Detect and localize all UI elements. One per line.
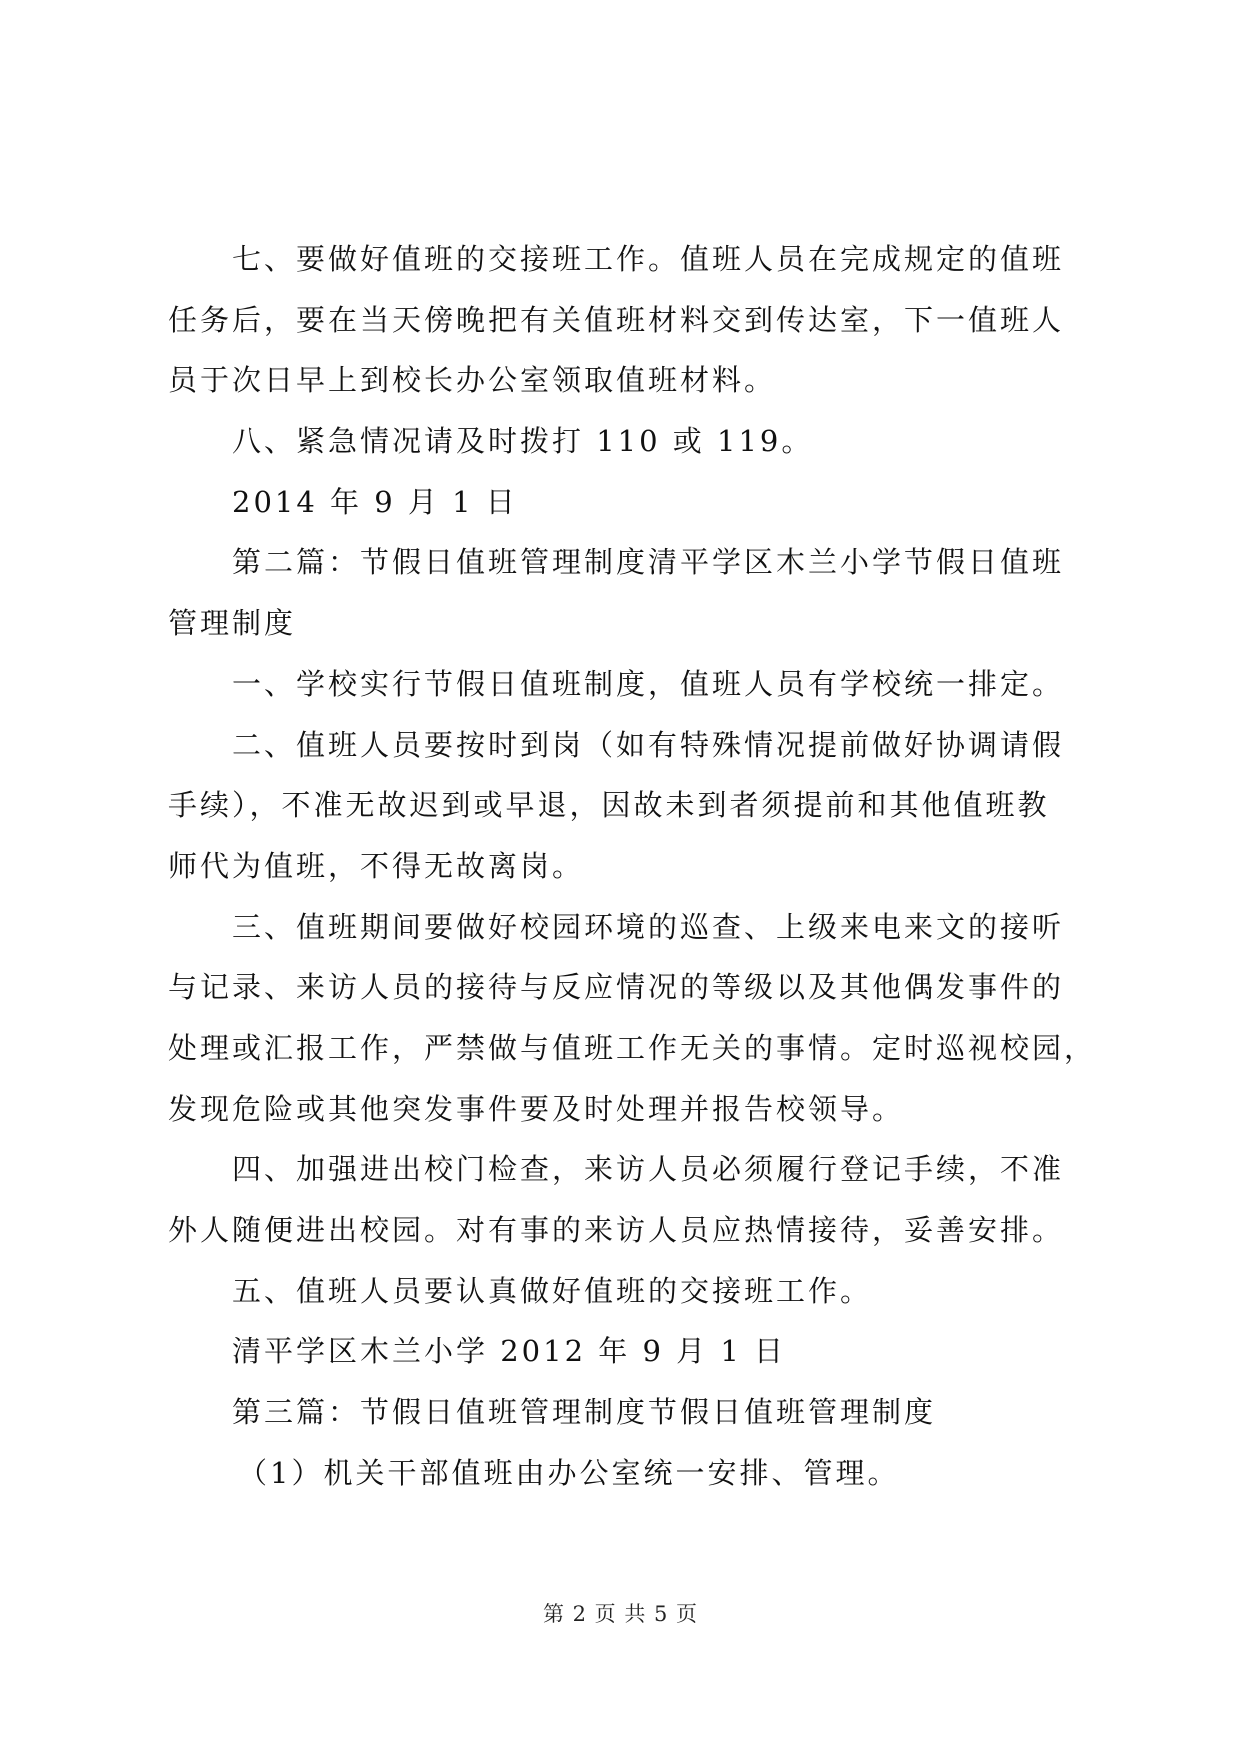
section-heading: 第二篇：节假日值班管理制度清平学区木兰小学节假日值班 <box>232 545 1065 580</box>
paragraph-line: （1）机关干部值班由办公室统一安排、管理。 <box>238 1455 900 1490</box>
paragraph-line: 任务后，要在当天傍晚把有关值班材料交到传达室，下一值班人 <box>168 302 1065 337</box>
document-body <box>168 229 1097 1503</box>
paragraph-line: 一、学校实行节假日值班制度，值班人员有学校统一排定。 <box>232 666 1065 701</box>
paragraph-line: 二、值班人员要按时到岗（如有特殊情况提前做好协调请假 <box>232 727 1065 762</box>
paragraph-line: 七、要做好值班的交接班工作。值班人员在完成规定的值班 <box>232 242 1065 276</box>
section-heading: 第三篇：节假日值班管理制度节假日值班管理制度 <box>232 1395 937 1430</box>
paragraph-line: 员于次日早上到校长办公室领取值班材料。 <box>168 363 777 398</box>
date-line: 2014 年 9 月 1 日 <box>232 484 518 519</box>
paragraph-line: 与记录、来访人员的接待与反应情况的等级以及其他偶发事件的 <box>168 970 1065 1005</box>
paragraph-line: 师代为值班，不得无故离岗。 <box>168 848 585 883</box>
paragraph-line: 八、紧急情况请及时拨打 110 或 119。 <box>232 424 814 459</box>
paragraph-line: 发现危险或其他突发事件要及时处理并报告校领导。 <box>168 1091 905 1126</box>
section-heading: 管理制度 <box>168 606 297 641</box>
page-footer: 第 2 页 共 5 页 <box>542 1602 699 1626</box>
paragraph-line: 处理或汇报工作，严禁做与值班工作无关的事情。定时巡视校园， <box>168 1030 1097 1065</box>
paragraph-line: 四、加强进出校门检查，来访人员必须履行登记手续，不准 <box>232 1152 1065 1187</box>
paragraph-line: 外人随便进出校园。对有事的来访人员应热情接待，妥善安排。 <box>168 1213 1065 1247</box>
signature-date-line: 清平学区木兰小学 2012 年 9 月 1 日 <box>232 1334 787 1369</box>
paragraph-line: 五、值班人员要认真做好值班的交接班工作。 <box>232 1273 873 1308</box>
paragraph-line: 三、值班期间要做好校园环境的巡查、上级来电来文的接听 <box>232 909 1065 944</box>
paragraph-line: 手续），不准无故迟到或早退，因故未到者须提前和其他值班教 <box>168 788 1050 823</box>
